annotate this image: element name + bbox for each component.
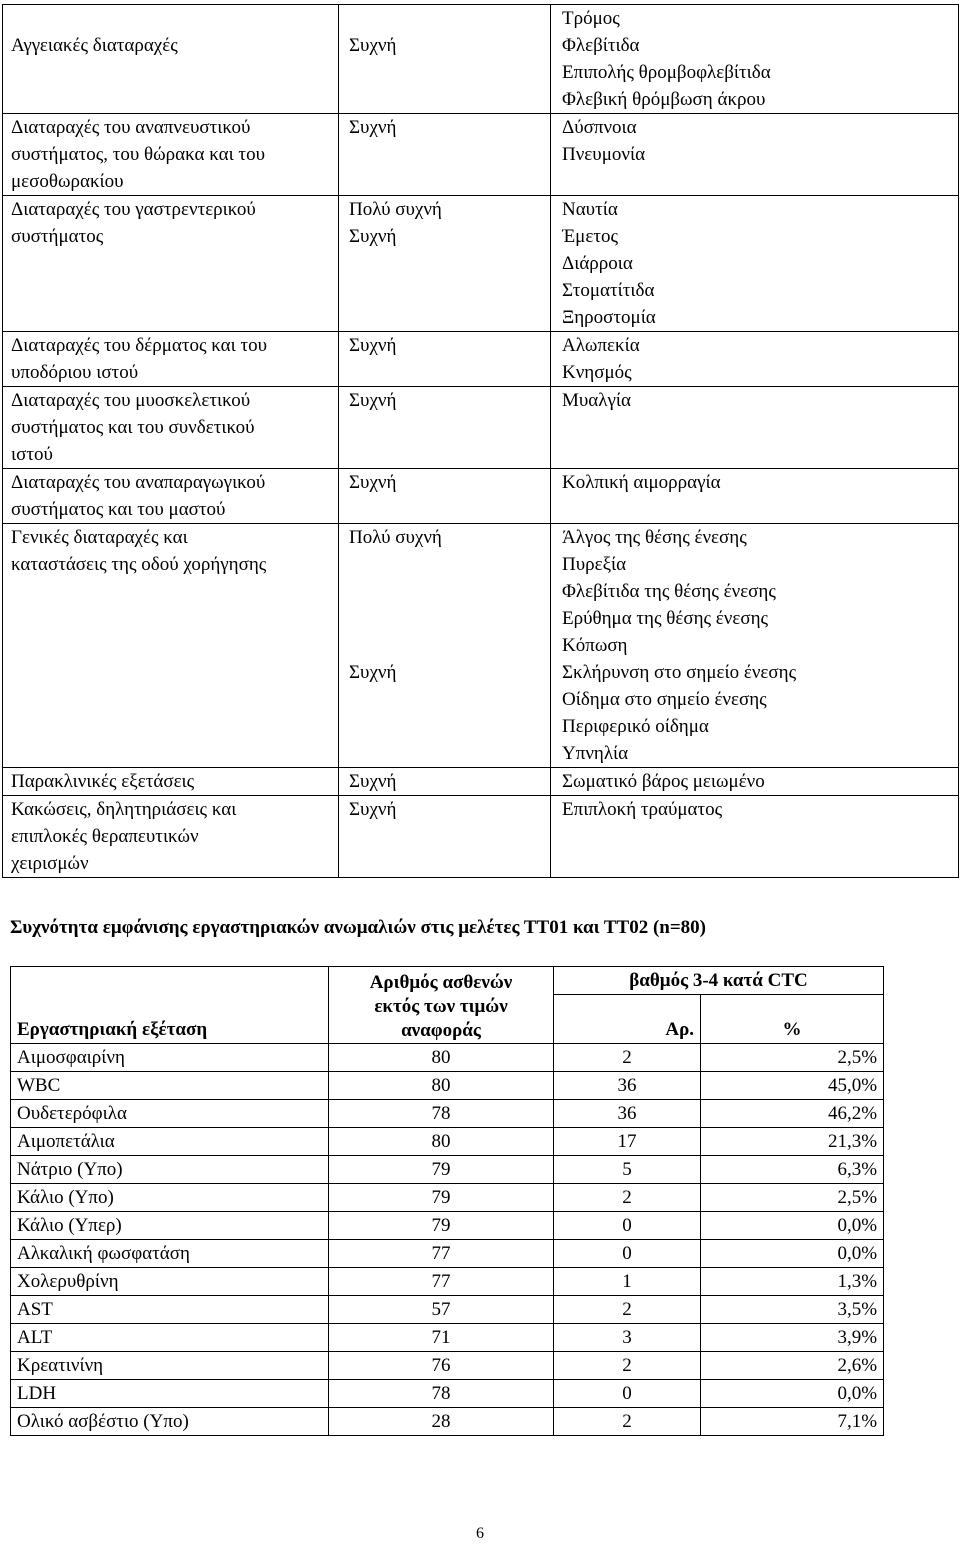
- lab-count: 36: [554, 1072, 701, 1100]
- frequency-cell: Συχνή: [339, 332, 551, 387]
- frequency-cell: Πολύ συχνή Συχνή: [339, 196, 551, 332]
- table-row: [3, 114, 959, 196]
- lab-patients: 57: [329, 1296, 554, 1324]
- lab-test-name: Χολερυθρίνη: [11, 1268, 329, 1296]
- lab-count: 36: [554, 1100, 701, 1128]
- table-row: [3, 332, 959, 387]
- lab-percent: 2,6%: [701, 1352, 884, 1380]
- events-cell: Επιπλοκή τραύματος: [551, 796, 959, 878]
- lab-patients: 80: [329, 1044, 554, 1072]
- lab-patients: 71: [329, 1324, 554, 1352]
- table-header-row: [11, 967, 884, 995]
- table-row: [11, 1212, 884, 1240]
- events-cell: Σωματικό βάρος μειωμένο: [551, 768, 959, 796]
- table-row: [3, 196, 959, 332]
- lab-count: 1: [554, 1268, 701, 1296]
- header-test: Εργαστηριακή εξέταση: [11, 967, 329, 1044]
- table-row: [3, 387, 959, 469]
- lab-percent: 2,5%: [701, 1044, 884, 1072]
- table-row: [11, 1352, 884, 1380]
- lab-patients: 79: [329, 1156, 554, 1184]
- frequency-cell: Συχνή: [339, 796, 551, 878]
- table-row: [11, 1128, 884, 1156]
- adverse-events-table: [2, 4, 959, 878]
- lab-test-name: Κάλιο (Υπερ): [11, 1212, 329, 1240]
- lab-patients: 28: [329, 1408, 554, 1436]
- lab-patients: 77: [329, 1240, 554, 1268]
- lab-test-name: AST: [11, 1296, 329, 1324]
- lab-count: 2: [554, 1296, 701, 1324]
- lab-percent: 7,1%: [701, 1408, 884, 1436]
- system-organ-class-cell: Διαταραχές του δέρματος και του υποδόριου ιστού: [3, 332, 339, 387]
- table-row: [3, 524, 959, 768]
- table-row: [11, 1408, 884, 1436]
- lab-count: 0: [554, 1240, 701, 1268]
- header-percent: %: [701, 995, 884, 1044]
- table-row: [11, 1268, 884, 1296]
- lab-percent: 1,3%: [701, 1268, 884, 1296]
- table-row: [11, 1240, 884, 1268]
- lab-percent: 0,0%: [701, 1240, 884, 1268]
- lab-percent: 21,3%: [701, 1128, 884, 1156]
- lab-test-name: ALT: [11, 1324, 329, 1352]
- events-cell: Δύσπνοια Πνευμονία: [551, 114, 959, 196]
- header-count: Αρ.: [554, 995, 701, 1044]
- table-row: [11, 1100, 884, 1128]
- lab-test-name: Νάτριο (Υπο): [11, 1156, 329, 1184]
- table-row: [3, 5, 959, 114]
- system-organ-class-cell: Διαταραχές του αναπαραγωγικού συστήματος και του μαστού: [3, 469, 339, 524]
- lab-test-name: WBC: [11, 1072, 329, 1100]
- lab-test-name: Ολικό ασβέστιο (Υπο): [11, 1408, 329, 1436]
- frequency-cell: Συχνή: [339, 768, 551, 796]
- lab-abnormalities-table: [10, 966, 884, 1436]
- lab-percent: 3,9%: [701, 1324, 884, 1352]
- lab-test-name: LDH: [11, 1380, 329, 1408]
- table-row: [11, 1072, 884, 1100]
- lab-percent: 0,0%: [701, 1212, 884, 1240]
- lab-test-name: Αιμοσφαιρίνη: [11, 1044, 329, 1072]
- lab-patients: 78: [329, 1380, 554, 1408]
- lab-patients: 80: [329, 1128, 554, 1156]
- lab-test-name: Κρεατινίνη: [11, 1352, 329, 1380]
- page-number: 6: [476, 1525, 484, 1542]
- table-row: [11, 1324, 884, 1352]
- lab-test-name: Κάλιο (Υπο): [11, 1184, 329, 1212]
- header-patients-line: αναφοράς: [401, 1020, 481, 1041]
- system-organ-class-cell: Παρακλινικές εξετάσεις: [3, 768, 339, 796]
- table-row: [3, 796, 959, 878]
- system-organ-class-cell: Διαταραχές του μυοσκελετικού συστήματος και του συνδετικού ιστού: [3, 387, 339, 469]
- frequency-cell: Συχνή: [339, 114, 551, 196]
- system-organ-class-cell: Γενικές διαταραχές και καταστάσεις της οδού χορήγησης: [3, 524, 339, 768]
- lab-patients: 78: [329, 1100, 554, 1128]
- lab-count: 17: [554, 1128, 701, 1156]
- lab-test-name: Αιμοπετάλια: [11, 1128, 329, 1156]
- system-organ-class-cell: Διαταραχές του γαστρεντερικού συστήματος: [3, 196, 339, 332]
- lab-count: 2: [554, 1044, 701, 1072]
- lab-abnormalities-title: Συχνότητα εμφάνισης εργαστηριακών ανωμαλιών στις μελέτες ΤΤ01 και ΤΤ02 (n=80): [10, 917, 707, 938]
- events-cell: Άλγος της θέσης ένεσης Πυρεξία Φλεβίτιδα της θέσης ένεσης Ερύθημα της θέσης ένεσης Κόπωση Σκλήρυνση στο σημείο ένεσης Οίδημα στο σημείο ένεσης Περιφερικό οίδημα Υπνηλία: [551, 524, 959, 768]
- lab-patients: 77: [329, 1268, 554, 1296]
- lab-percent: 45,0%: [701, 1072, 884, 1100]
- lab-count: 2: [554, 1352, 701, 1380]
- system-organ-class-cell: Διαταραχές του αναπνευστικού συστήματος, του θώρακα και του μεσοθωρακίου: [3, 114, 339, 196]
- header-grade: βαθμός 3-4 κατά CTC: [554, 967, 884, 995]
- lab-percent: 0,0%: [701, 1380, 884, 1408]
- lab-test-name: Ουδετερόφιλα: [11, 1100, 329, 1128]
- events-cell: Ναυτία Έμετος Διάρροια Στοματίτιδα Ξηροστομία: [551, 196, 959, 332]
- lab-patients: 79: [329, 1212, 554, 1240]
- frequency-cell: Συχνή: [339, 469, 551, 524]
- lab-percent: 6,3%: [701, 1156, 884, 1184]
- header-patients-line: εκτός των τιμών: [374, 996, 508, 1017]
- header-patients-line: Αριθμός ασθενών: [369, 972, 513, 993]
- table-row: [11, 1296, 884, 1324]
- lab-patients: 79: [329, 1184, 554, 1212]
- lab-percent: 3,5%: [701, 1296, 884, 1324]
- table-row: [11, 1184, 884, 1212]
- frequency-cell: Πολύ συχνή Συχνή: [339, 524, 551, 768]
- table-row: [11, 1380, 884, 1408]
- lab-test-name: Αλκαλική φωσφατάση: [11, 1240, 329, 1268]
- events-cell: Κολπική αιμορραγία: [551, 469, 959, 524]
- events-cell: Μυαλγία: [551, 387, 959, 469]
- header-patients-out-of-range: [329, 967, 554, 1044]
- lab-count: 2: [554, 1184, 701, 1212]
- lab-count: 0: [554, 1380, 701, 1408]
- lab-count: 5: [554, 1156, 701, 1184]
- lab-percent: 46,2%: [701, 1100, 884, 1128]
- frequency-cell: Συχνή: [339, 5, 551, 114]
- system-organ-class-cell: Αγγειακές διαταραχές: [3, 5, 339, 114]
- events-cell: Αλωπεκία Κνησμός: [551, 332, 959, 387]
- system-organ-class-cell: Κακώσεις, δηλητηριάσεις και επιπλοκές θεραπευτικών χειρισμών: [3, 796, 339, 878]
- lab-count: 0: [554, 1212, 701, 1240]
- lab-percent: 2,5%: [701, 1184, 884, 1212]
- table-row: [11, 1044, 884, 1072]
- lab-count: 3: [554, 1324, 701, 1352]
- table-row: [3, 768, 959, 796]
- frequency-cell: Συχνή: [339, 387, 551, 469]
- lab-patients: 80: [329, 1072, 554, 1100]
- table-row: [3, 469, 959, 524]
- lab-count: 2: [554, 1408, 701, 1436]
- events-cell: Τρόμος Φλεβίτιδα Επιπολής θρομβοφλεβίτιδα Φλεβική θρόμβωση άκρου: [551, 5, 959, 114]
- table-row: [11, 1156, 884, 1184]
- lab-patients: 76: [329, 1352, 554, 1380]
